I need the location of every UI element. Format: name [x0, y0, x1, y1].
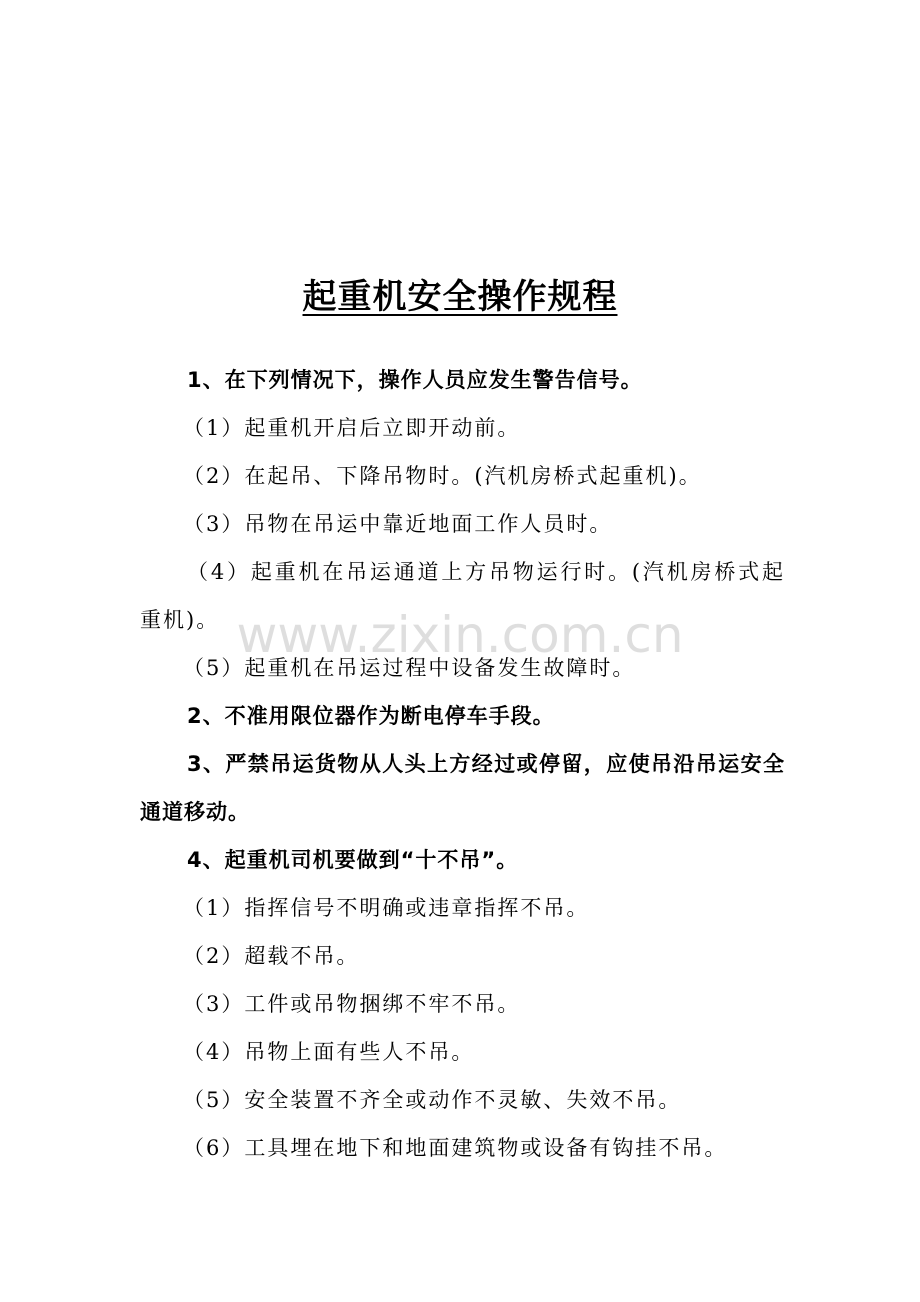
watermark: www.zixin.com.cn: [236, 606, 684, 664]
rule-4-item-5: （5）安全装置不齐全或动作不灵敏、失效不吊。: [183, 1088, 682, 1112]
rule-4-item-4: （4）吊物上面有些人不吊。: [183, 1040, 475, 1064]
rule-4-item-3: （3）工件或吊物捆绑不牢不吊。: [183, 992, 521, 1016]
rule-1-item-2: （2）在起吊、下降吊物时。(汽机房桥式起重机)。: [183, 464, 702, 488]
rule-2-heading: 2、不准用限位器作为断电停车手段。: [187, 704, 555, 728]
document-title: 起重机安全操作规程: [302, 277, 618, 317]
rule-1-item-1: （1）起重机开启后立即开动前。: [183, 416, 521, 440]
rule-4-item-2: （2）超载不吊。: [183, 944, 360, 968]
rule-1-heading: 1、在下列情况下，操作人员应发生警告信号。: [187, 368, 643, 392]
rule-1-item-4: （4）起重机在吊运通道上方吊物运行时。(汽机房桥式起重机)。: [140, 560, 785, 632]
rule-1-item-3: （3）吊物在吊运中靠近地面工作人员时。: [183, 512, 613, 536]
rule-4-heading: 4、起重机司机要做到“十不吊”。: [187, 848, 519, 872]
rule-1-item-5: （5）起重机在吊运过程中设备发生故障时。: [183, 656, 636, 680]
rule-4-item-1: （1）指挥信号不明确或违章指挥不吊。: [183, 896, 590, 920]
rule-4-item-6: （6）工具埋在地下和地面建筑物或设备有钩挂不吊。: [183, 1136, 728, 1160]
rule-3-heading: 3、严禁吊运货物从人头上方经过或停留，应使吊沿吊运安全通道移动。: [140, 752, 785, 824]
